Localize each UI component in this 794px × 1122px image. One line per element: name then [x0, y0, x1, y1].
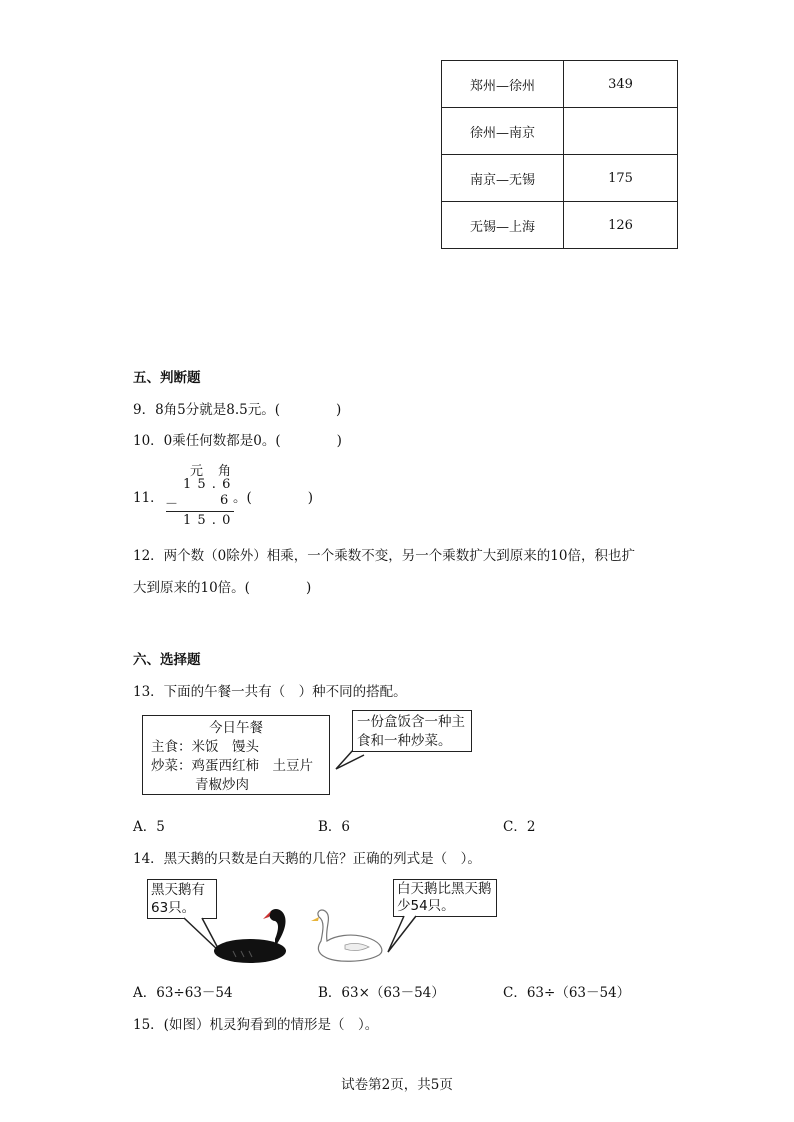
- bubble-line: 63只。: [151, 900, 196, 916]
- paren-close: ): [305, 580, 312, 596]
- menu-dishes: 炒菜：鸡蛋西红柿 土豆片: [151, 758, 313, 774]
- route-cell: 无锡—上海: [442, 202, 564, 249]
- column-label-jiao: 角: [218, 464, 232, 479]
- question-13: 13．下面的午餐一共有（ ）种不同的搭配。: [133, 684, 407, 700]
- question-12-line2: [133, 576, 311, 596]
- distance-cell: [564, 108, 678, 155]
- section-title-judgement: 五、判断题: [133, 370, 201, 386]
- difference: 1 5 . 0: [183, 513, 232, 528]
- distance-cell: 126: [564, 202, 678, 249]
- option-a[interactable]: A．5: [133, 819, 165, 835]
- table-row: [442, 202, 678, 249]
- option-c[interactable]: C．2: [503, 819, 536, 835]
- route-cell: 郑州—徐州: [442, 61, 564, 108]
- bubble-line: 白天鹅比黑天鹅: [397, 881, 492, 897]
- distance-cell: 175: [564, 155, 678, 202]
- question-text: 10．0乘任何数都是0。(: [133, 433, 281, 449]
- bubble-line: 少54只。: [397, 898, 455, 914]
- paren-close: ): [336, 433, 342, 449]
- bubble-line: 黑天鹅有: [151, 882, 205, 898]
- question-11-tail: [233, 486, 313, 506]
- hint-bubble: [352, 710, 472, 752]
- calc-line: [166, 511, 234, 512]
- paren-close: ): [336, 402, 342, 418]
- minuend: 1 5 . 6: [183, 477, 232, 492]
- question-12-line1: 12．两个数（0除外）相乘，一个乘数不变，另一个乘数扩大到原来的10倍，积也扩: [133, 548, 635, 564]
- page-footer: 试卷第2页，共5页: [341, 1077, 453, 1093]
- column-label-yuan: 元: [190, 464, 204, 479]
- black-swan-icon: [205, 905, 300, 967]
- option-c[interactable]: C．63÷（63－54）: [503, 985, 631, 1001]
- route-cell: 徐州—南京: [442, 108, 564, 155]
- distance-cell: 349: [564, 61, 678, 108]
- menu-staple: 主食：米饭 馒头: [151, 739, 259, 755]
- paren-close: ): [307, 490, 314, 506]
- table-row: [442, 108, 678, 155]
- white-swan-bubble: [393, 879, 497, 917]
- hint-line: 一份盒饭含一种主: [357, 714, 465, 730]
- question-14: 14．黑天鹅的只数是白天鹅的几倍？正确的列式是（ ）。: [133, 851, 481, 867]
- minus-sign: －: [165, 497, 179, 512]
- subtrahend: 6: [220, 493, 229, 508]
- hint-line: 食和一种炒菜。: [357, 733, 452, 749]
- option-b[interactable]: B．6: [318, 819, 351, 835]
- table-row: [442, 155, 678, 202]
- question-10: [133, 429, 342, 449]
- section-title-choice: 六、选择题: [133, 652, 201, 668]
- menu-box: [142, 715, 330, 795]
- question-text: 大到原来的10倍。(: [133, 580, 250, 596]
- question-11-number: 11．: [133, 490, 164, 506]
- question-text: 。(: [233, 490, 252, 506]
- option-a[interactable]: A．63÷63－54: [133, 985, 233, 1001]
- table-row: [442, 61, 678, 108]
- distance-table: [441, 60, 678, 249]
- menu-dishes-cont: 青椒炒肉: [195, 777, 249, 793]
- route-cell: 南京—无锡: [442, 155, 564, 202]
- question-15: 15．(如图）机灵狗看到的情形是（ ）。: [133, 1017, 379, 1033]
- white-swan-icon: [305, 907, 390, 967]
- question-9: [133, 398, 341, 418]
- option-b[interactable]: B．63×（63－54）: [318, 985, 445, 1001]
- question-text: 9．8角5分就是8.5元。(: [133, 402, 281, 418]
- menu-title: 今日午餐: [209, 720, 263, 736]
